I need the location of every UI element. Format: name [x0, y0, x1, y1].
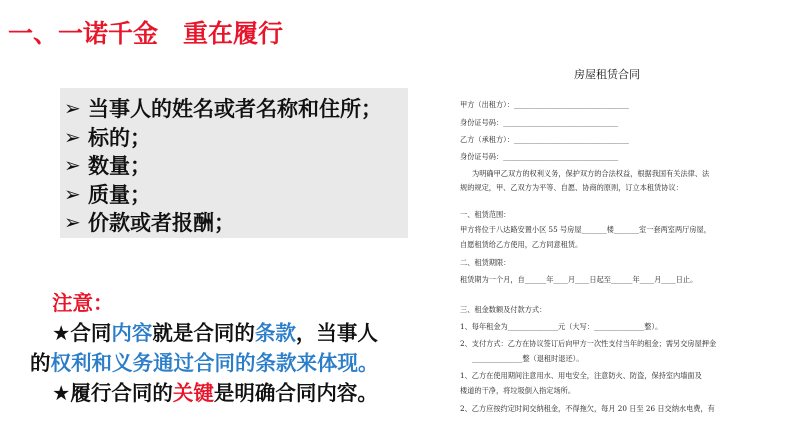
doc-line: 身份证号码：________________________________: [460, 152, 619, 161]
list-item: ➢ 价款或者报酬；: [64, 210, 235, 236]
arrow-bullet-icon: ➢: [64, 181, 81, 206]
doc-line: 2、支付方式：乙方在协议签订后向甲方一次性支付当年的租金；需另交房屋押金: [460, 339, 717, 348]
list-item: ➢ 数量；: [64, 153, 151, 179]
note-heading: 注意：: [52, 291, 114, 315]
doc-line: 租赁期为一个月，自______年____月____日起至______年____月____日止。: [460, 275, 698, 284]
doc-line: 规的规定，甲、乙双方为平等、自愿、协商的原则，订立本租赁协议：: [460, 183, 683, 192]
note-paragraph-1-cont: 的权利和义务通过合同的条款来体现。: [30, 351, 379, 375]
doc-line: 甲方将位于八达路安置小区 55 号房屋_______楼_______室一套两室两厅房屋，: [460, 225, 711, 234]
lease-contract-image: [442, 58, 772, 447]
doc-line: 甲方（出租方）：________________________________: [460, 100, 629, 109]
contract-content-list: [60, 88, 408, 238]
star-bullet-icon: ★: [52, 321, 71, 345]
doc-title: 房屋租赁合同: [574, 68, 640, 81]
arrow-bullet-icon: ➢: [64, 124, 81, 149]
doc-line: 楼道的干净，将垃圾倒入指定场所。: [460, 386, 576, 395]
note-block: [30, 288, 430, 408]
note-paragraph-2: ★履行合同的关键是明确合同内容。: [52, 381, 378, 405]
doc-line: 乙方（承租方）：________________________________: [460, 135, 629, 144]
list-item: ➢ 当事人的姓名或者名称和住所；: [64, 96, 382, 122]
doc-line: 三、租金数额及付款方式：: [460, 305, 547, 314]
doc-line: 2、乙方应按约定时间交纳租金，不得拖欠，每月 20 日至 26 日交纳水电费，有: [460, 404, 715, 413]
doc-line: 二、租赁期限：: [460, 258, 511, 267]
doc-line: 为明确甲乙双方的权利义务，保护双方的合法权益，根据我国有关法律、法: [472, 169, 710, 178]
arrow-bullet-icon: ➢: [64, 96, 81, 121]
note-paragraph-1: ★合同内容就是合同的条款，当事人: [52, 321, 378, 345]
star-bullet-icon: ★: [52, 381, 71, 405]
arrow-bullet-icon: ➢: [64, 210, 81, 235]
doc-line: 一、租赁范围：: [460, 210, 511, 219]
doc-line: 1、乙方在使用期间注意用水、用电安全，注意防火、防盗，保持室内墙面及: [460, 371, 702, 380]
arrow-bullet-icon: ➢: [64, 153, 81, 178]
doc-line: ______________整（退租时退还）。: [472, 354, 584, 363]
doc-line: 1、每年租金为______________元（大写：______________整）。: [460, 322, 663, 331]
list-item: ➢ 质量；: [64, 181, 151, 207]
doc-line: 自愿租赁给乙方使用，乙方同意租赁。: [460, 240, 583, 249]
doc-line: 身份证号码：________________________________: [460, 118, 619, 127]
list-item: ➢ 标的；: [64, 124, 151, 150]
slide-title: 一、一诺千金 重在履行: [8, 19, 284, 48]
